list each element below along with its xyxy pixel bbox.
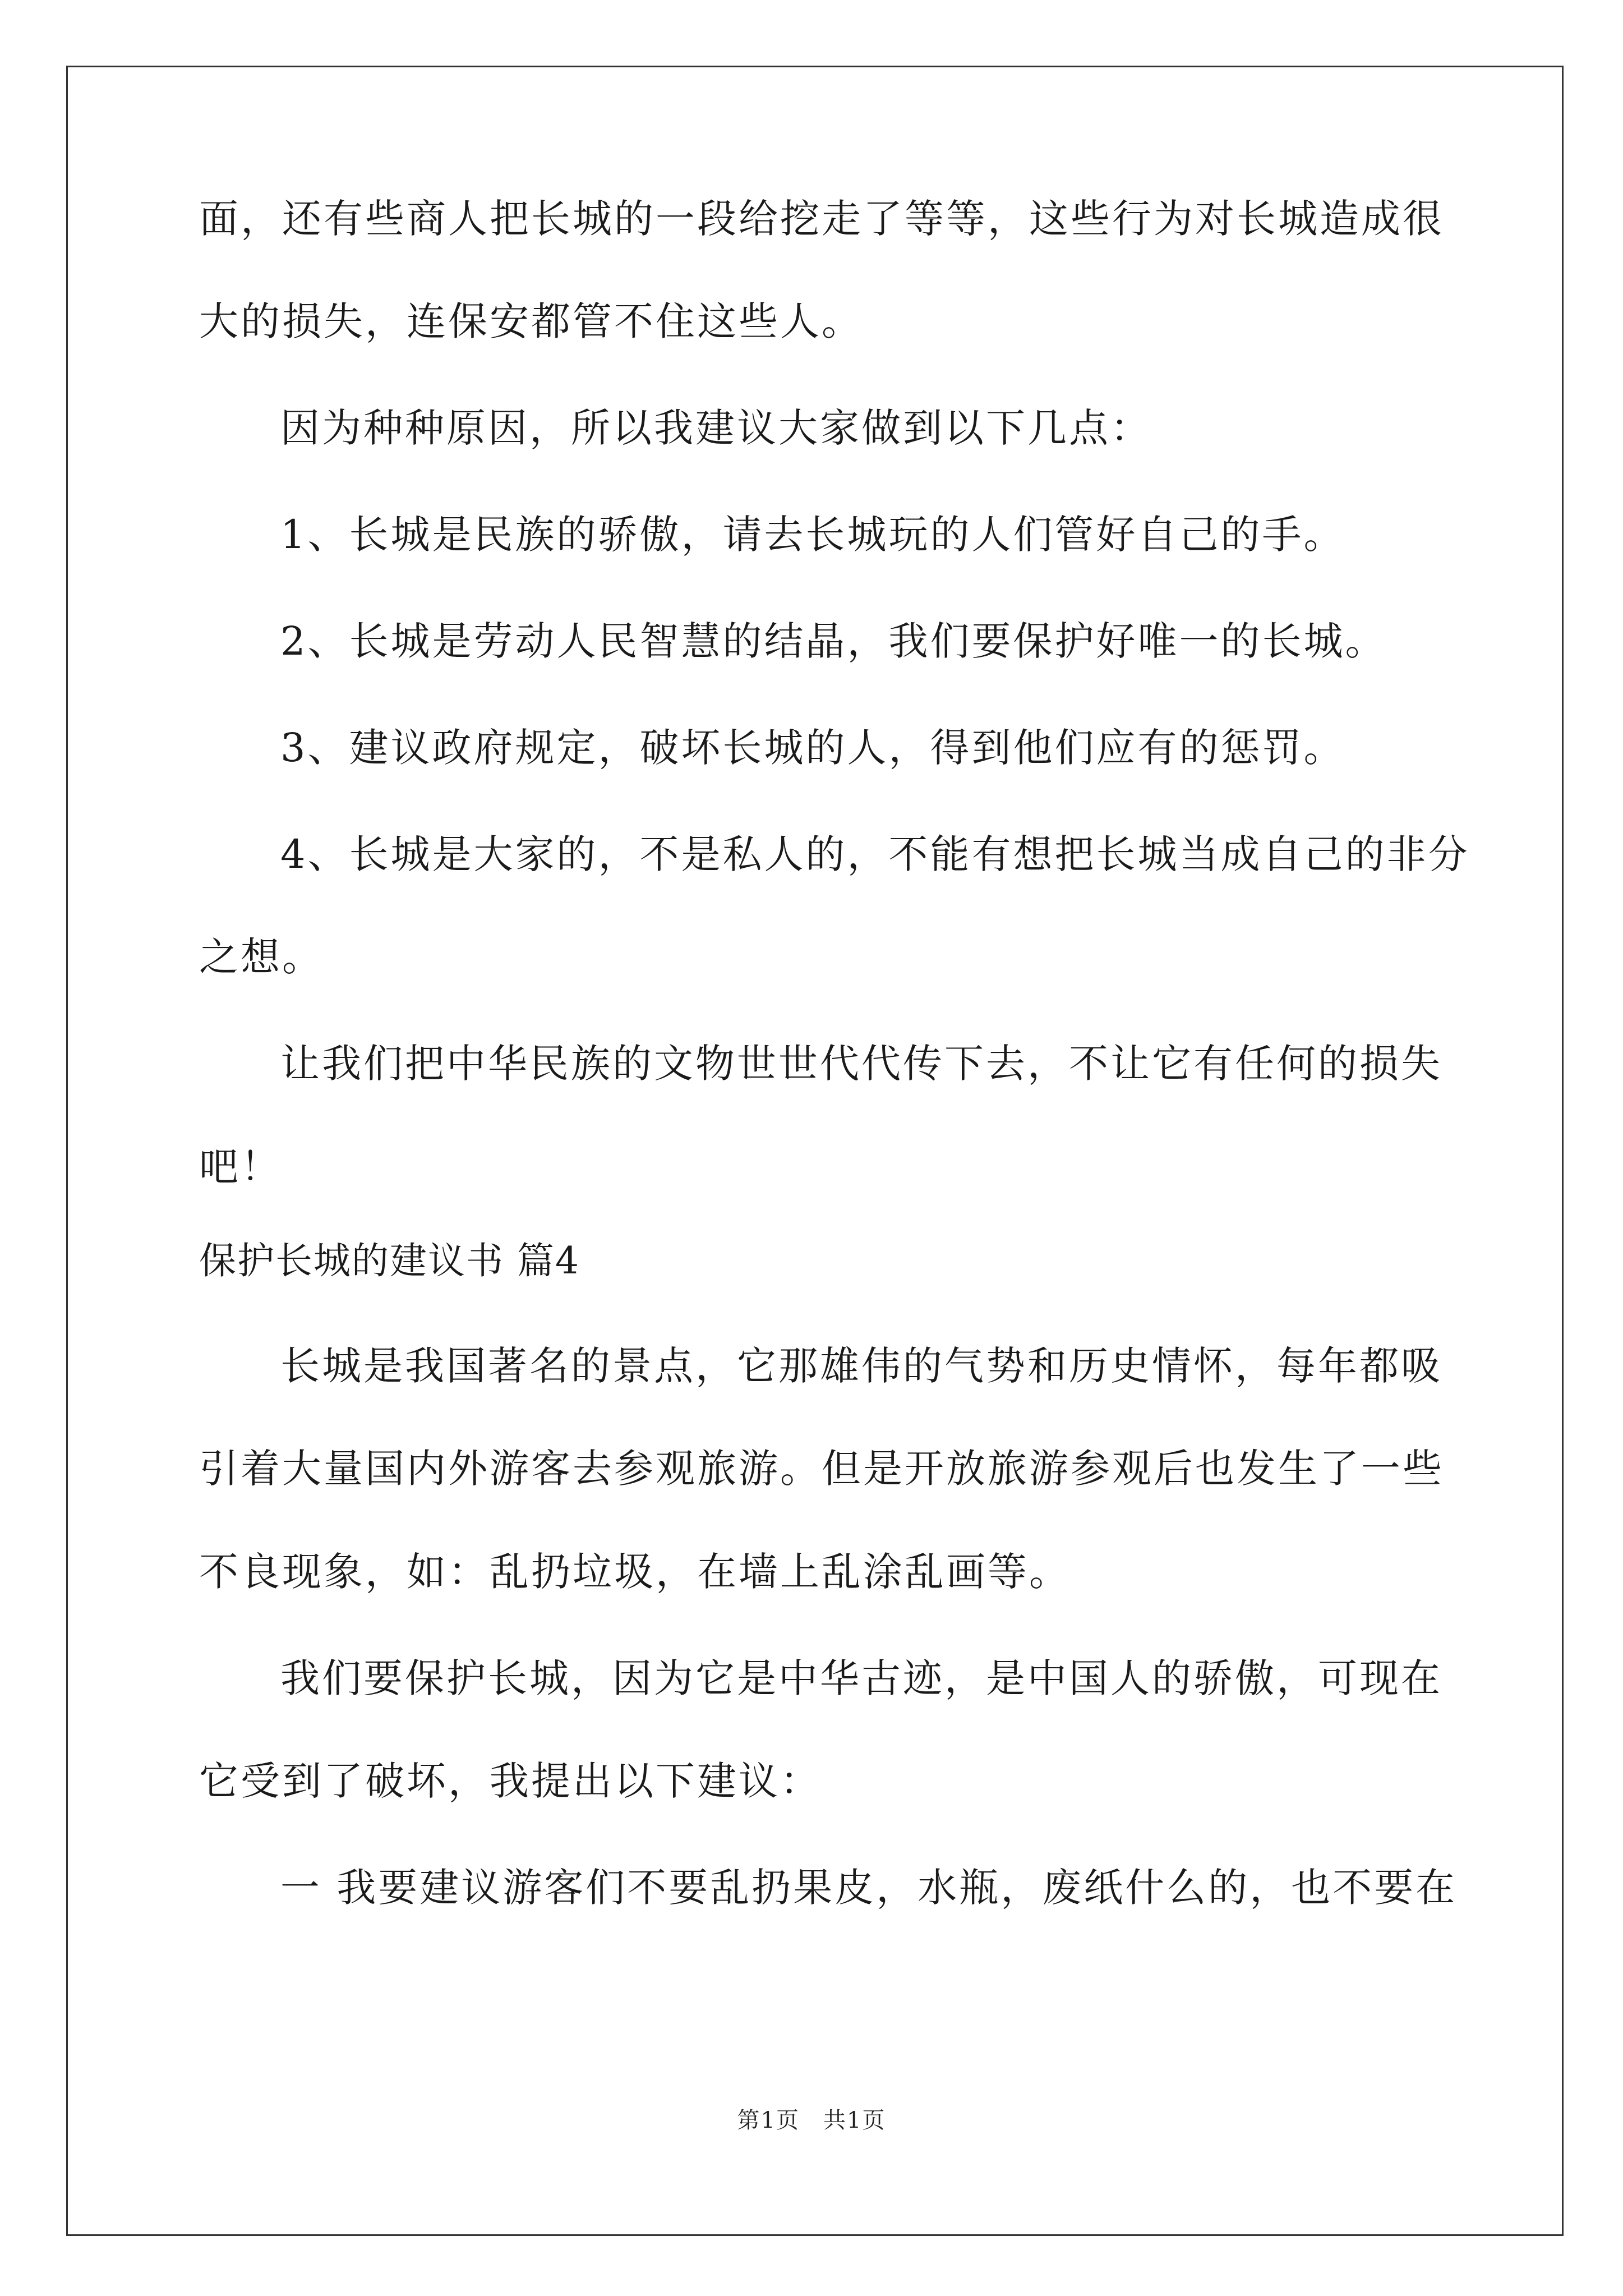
list-item: 2、长城是劳动人民智慧的结晶，我们要保护好唯一的长城。 xyxy=(280,618,1387,664)
page-footer: 第1页 共1页 xyxy=(737,2108,886,2133)
paragraph-line: 长城是我国著名的景点，它那雄伟的气势和历史情怀，每年都吸 xyxy=(280,1343,1442,1389)
paragraph-line: 面，还有些商人把长城的一段给挖走了等等，这些行为对长城造成很 xyxy=(199,196,1444,242)
list-item: 4、长城是大家的，不是私人的，不能有想把长城当成自己的非分 xyxy=(280,831,1470,877)
paragraph-line: 因为种种原因，所以我建议大家做到以下几点： xyxy=(280,405,1152,451)
paragraph-line: 不良现象，如：乱扔垃圾，在墙上乱涂乱画等。 xyxy=(199,1549,1071,1595)
paragraph-line: 引着大量国内外游客去参观旅游。但是开放旅游参观后也发生了一些 xyxy=(199,1446,1444,1492)
paragraph-line: 我们要保护长城，因为它是中华古迹，是中国人的骄傲，可现在 xyxy=(280,1655,1442,1701)
paragraph-line: 一 我要建议游客们不要乱扔果皮，水瓶，废纸什么的，也不要在 xyxy=(280,1865,1458,1911)
paragraph-line: 吧！ xyxy=(199,1144,282,1190)
section-heading: 保护长城的建议书 篇4 xyxy=(199,1239,580,1282)
paragraph-line: 大的损失，连保安都管不住这些人。 xyxy=(199,298,863,344)
list-item: 1、长城是民族的骄傲，请去长城玩的人们管好自己的手。 xyxy=(280,512,1345,558)
paragraph-line: 之想。 xyxy=(199,934,324,980)
paragraph-line: 它受到了破坏，我提出以下建议： xyxy=(199,1758,822,1804)
paragraph-line: 让我们把中华民族的文物世世代代传下去，不让它有任何的损失 xyxy=(280,1041,1442,1087)
list-item: 3、建议政府规定，破坏长城的人，得到他们应有的惩罚。 xyxy=(280,725,1345,771)
